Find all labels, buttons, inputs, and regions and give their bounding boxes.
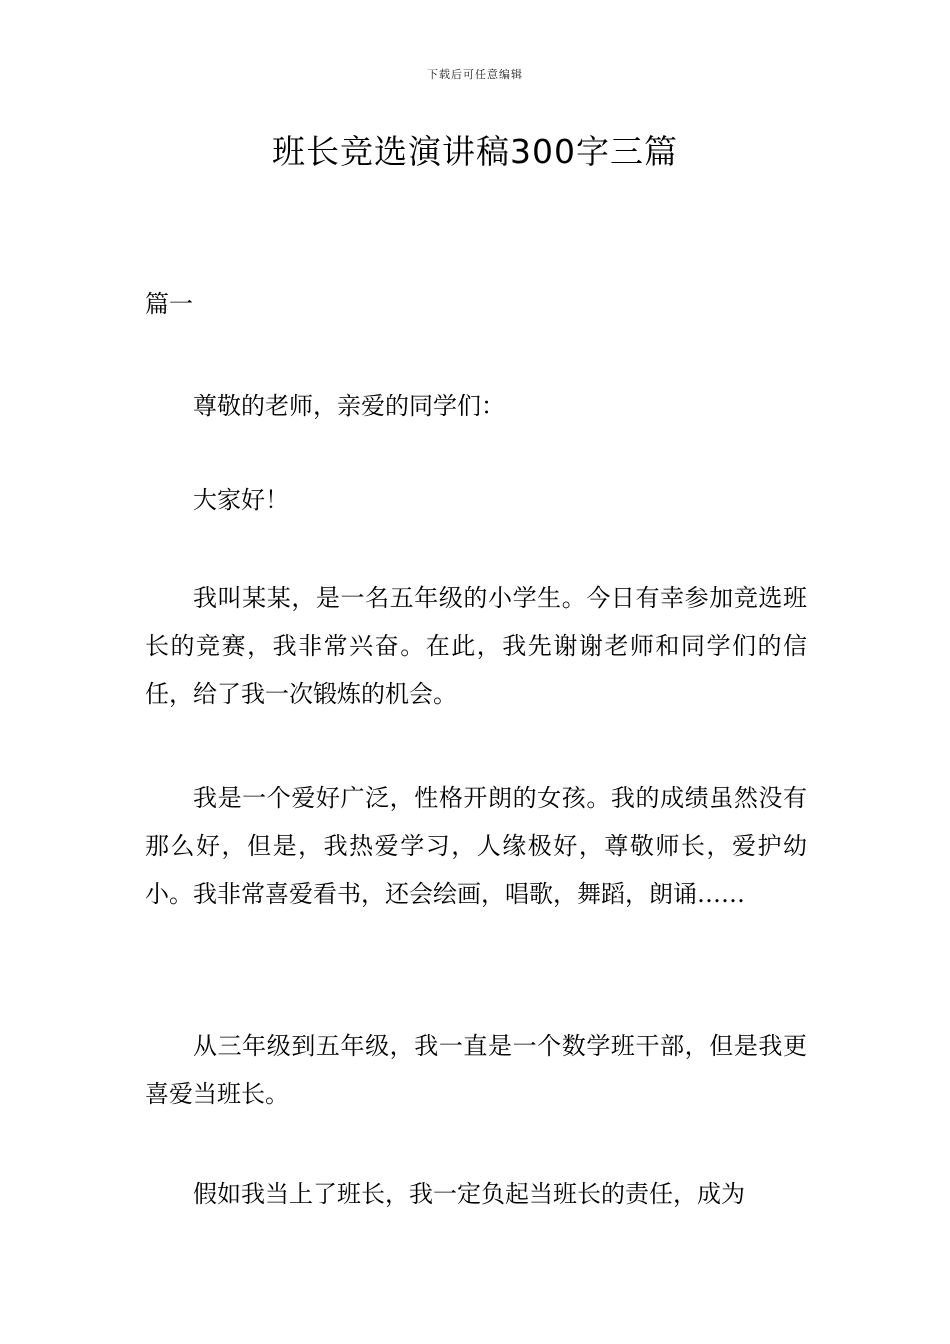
paragraph-text: 假如我当上了班长，我一定负起当班长的责任，成为 bbox=[193, 1180, 745, 1208]
paragraph-introduction bbox=[145, 574, 807, 718]
paragraph-promise bbox=[145, 1170, 807, 1218]
paragraph-text: 尊敬的老师，亲爱的同学们： bbox=[193, 392, 505, 420]
document-title: 班长竞选演讲稿300字三篇 bbox=[272, 132, 678, 171]
paragraph-text: 大家好！ bbox=[193, 486, 289, 514]
paragraph-text: 我是一个爱好广泛，性格开朗的女孩。我的成绩虽然没有那么好，但是，我热爱学习，人缘极好，尊敬师长，爱护幼小。我非常喜爱看书，还会绘画，唱歌，舞蹈，朗诵…… bbox=[145, 784, 807, 908]
paragraph-text: 从三年级到五年级，我一直是一个数学班干部，但是我更喜爱当班长。 bbox=[145, 1032, 807, 1108]
paragraph-text: 我叫某某，是一名五年级的小学生。今日有幸参加竞选班长的竞赛，我非常兴奋。在此，我先谢谢老师和同学们的信任，给了我一次锻炼的机会。 bbox=[145, 584, 807, 708]
paragraph-personality bbox=[145, 774, 807, 918]
paragraph-experience bbox=[145, 1022, 807, 1118]
paragraph-greeting bbox=[145, 382, 807, 430]
page-header-note: 下载后可任意编辑 bbox=[427, 68, 523, 81]
paragraph-hello bbox=[145, 476, 807, 524]
section-label: 篇一 bbox=[145, 290, 193, 318]
